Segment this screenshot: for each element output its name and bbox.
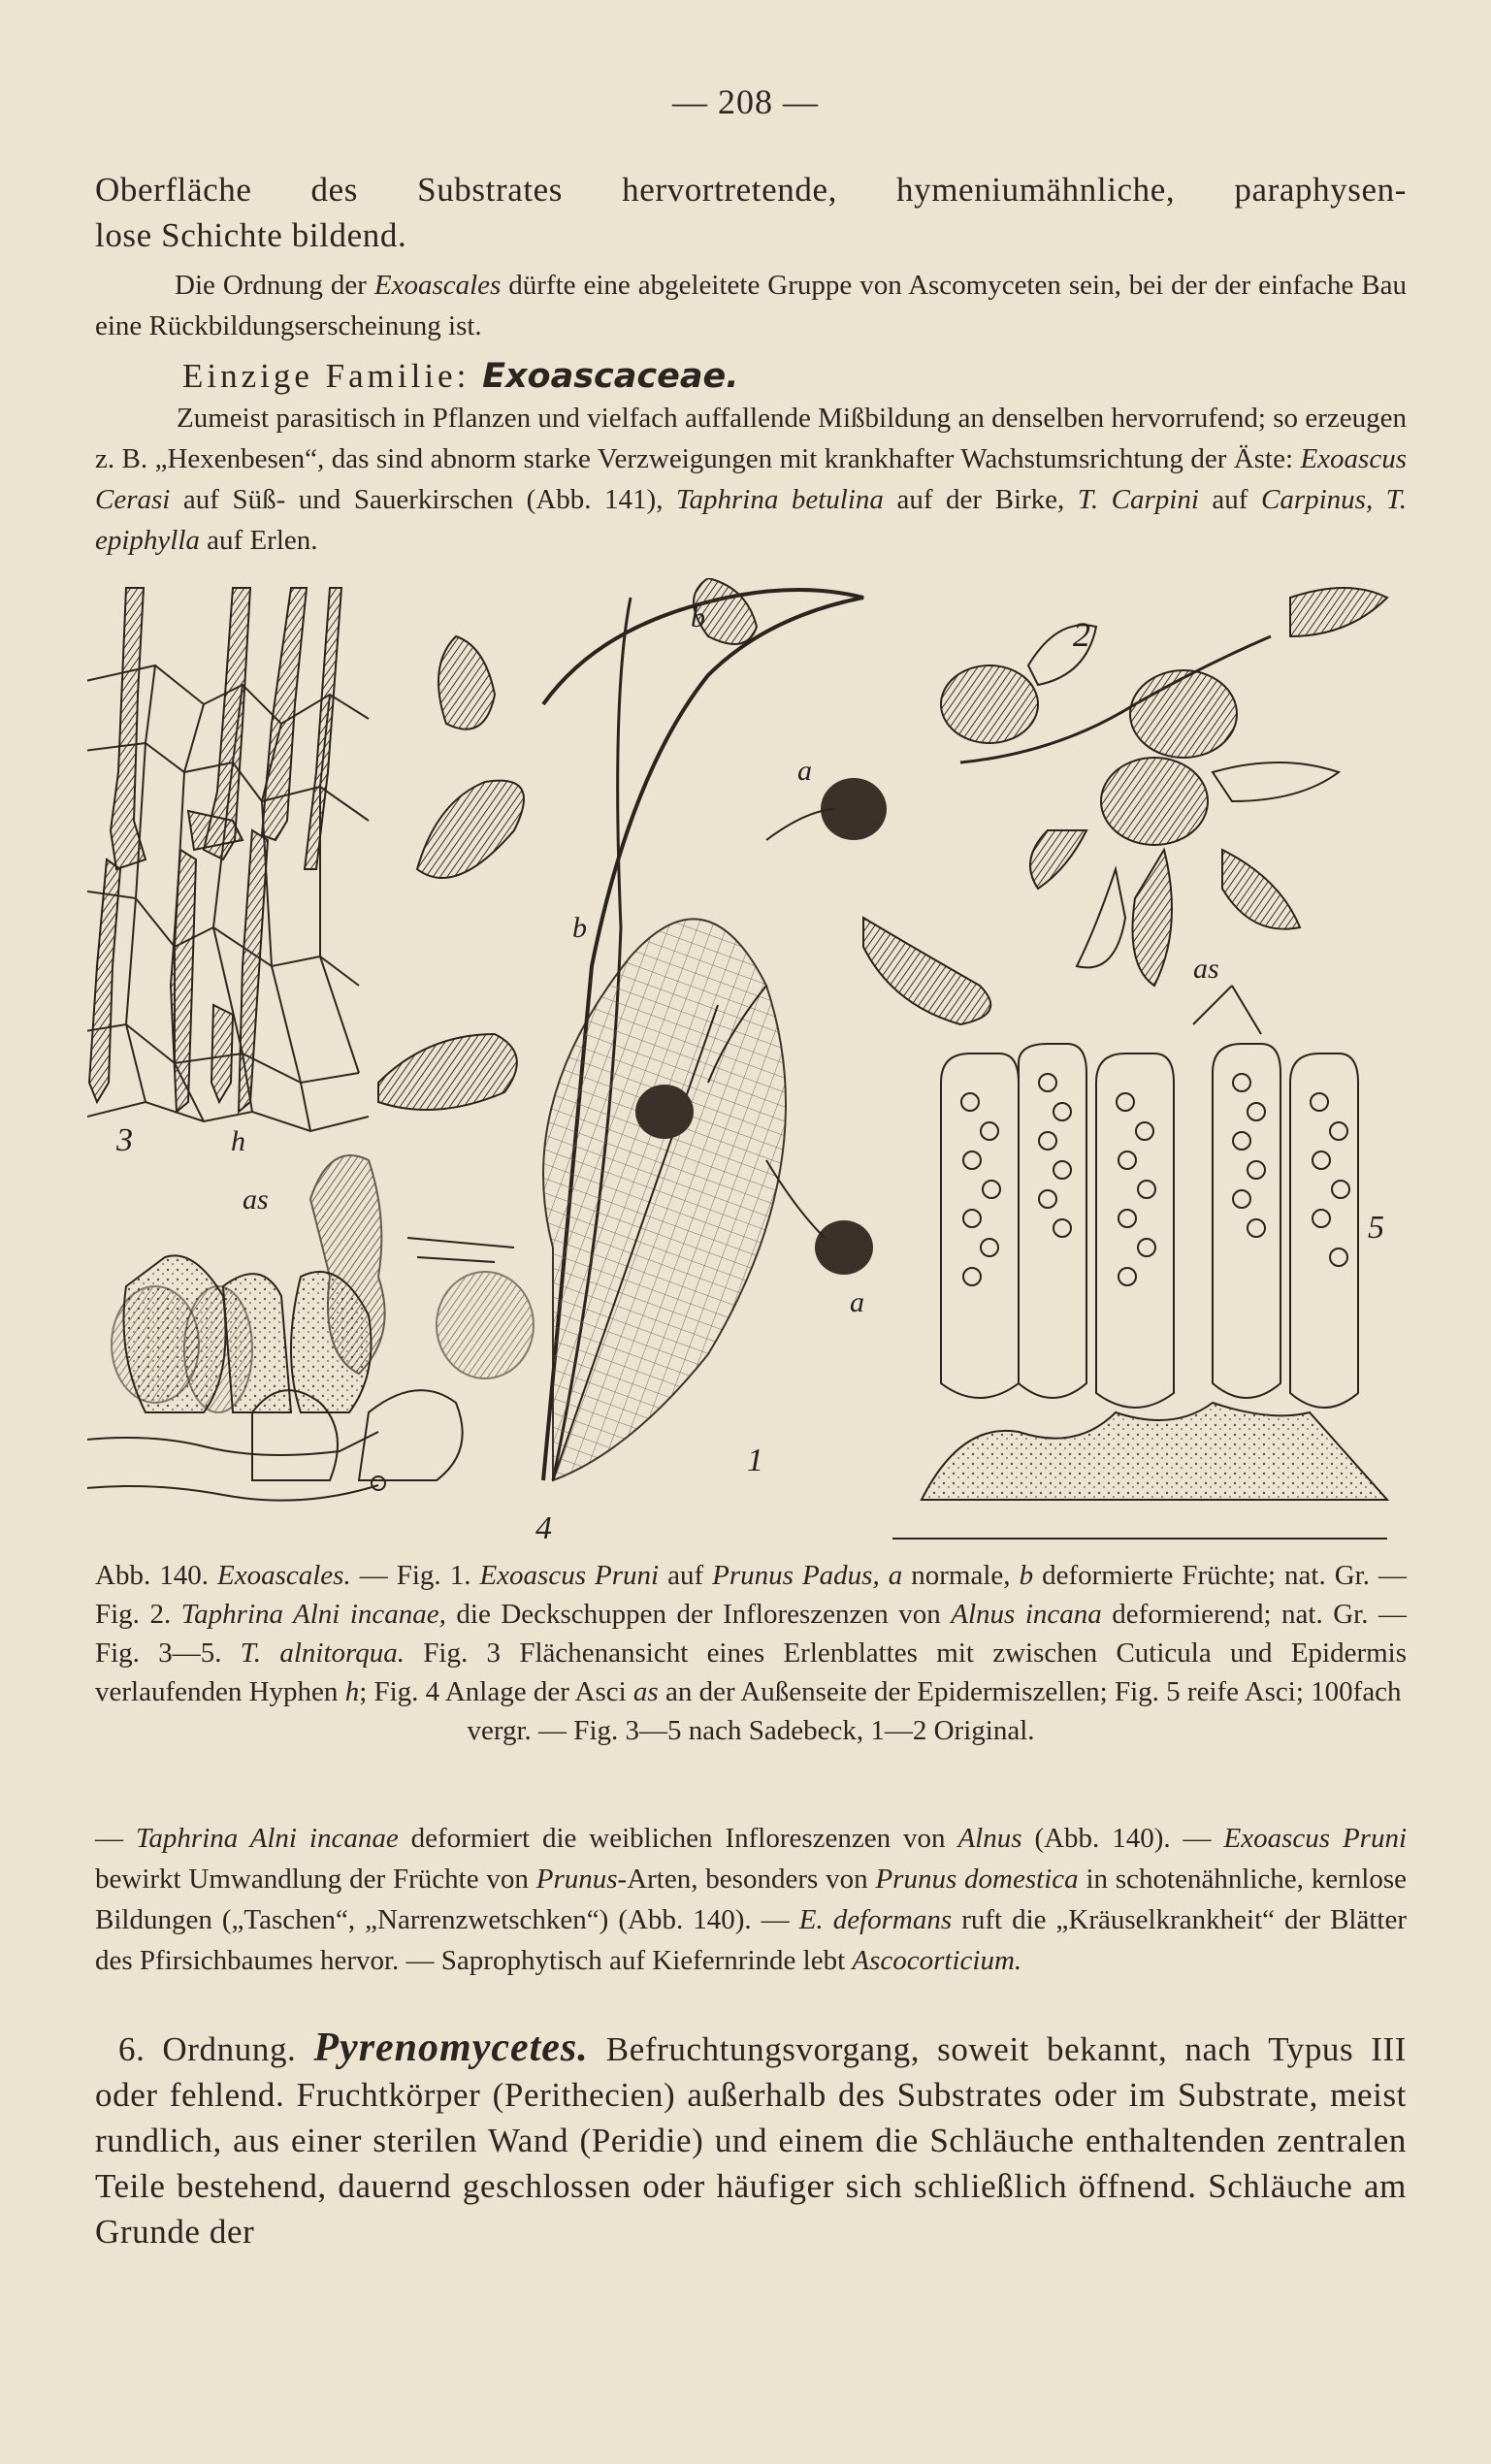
- paragraph-continuation: [95, 167, 1407, 258]
- paragraph-species-notes: — Taphrina Alni incanae deformiert die weiblichen Infloreszenzen von Alnus (Abb. 140). — Exoascus Pruni bewirkt Umwandlung der Früchte von Prunus-Arten, besonders von Prunus domestica in schotenähnliche, kernlose Bildungen („Taschen“, „Narrenzwetschken“) (Abb. 140). — E. deformans ruft die „Kräuselkrankheit“ der Blätter des Pfirsichbaumes hervor. — Saprophytisch auf Kiefernrinde lebt Ascocorticium.: [95, 1823, 1408, 1976]
- family-label: Einzige Familie:: [182, 357, 483, 395]
- p1-line1: Oberfläche des Substrates hervortretende, hymeniumähnliche, paraphysen-: [95, 171, 1407, 209]
- label-as-fig4: as: [243, 1183, 269, 1216]
- family-name: Exoascaceae.: [482, 357, 739, 396]
- figure-caption: Abb. 140. Exoascales. — Fig. 1. Exoascus Pruni auf Prunus Padus, a normale, b deformierte Früchte; nat. Gr. — Fig. 2. Taphrina Alni incanae, die Deckschuppen der Infloreszenzen von Alnus incana deformierend; nat. Gr. — Fig. 3—5. T. alnitorqua. Fig. 3 Flächenansicht eines Erlenblattes mit zwischen Cuticula und Epidermis verlaufenden Hyphen h; Fig. 4 Anlage der Asci as an der Außenseite der Epidermiszellen; Fig. 5 reife Asci; 100fach vergr. — Fig. 3—5 nach Sadebeck, 1—2 Original.: [95, 1556, 1407, 1750]
- label-fig2: 2: [1073, 615, 1090, 654]
- taxon-exoascales: Exoascales: [373, 270, 502, 301]
- family-heading: [95, 353, 1407, 400]
- label-fig5: 5: [1368, 1210, 1384, 1246]
- order-name: Pyrenomycetes.: [313, 2026, 589, 2070]
- label-a-top: a: [797, 755, 812, 787]
- page-number: — 208 —: [672, 82, 819, 121]
- botanical-figure: [87, 578, 1407, 1548]
- order-number: 6. Ordnung.: [118, 2030, 314, 2068]
- label-a-bottom: a: [850, 1286, 864, 1318]
- caption-last-line: vergr. — Fig. 3—5 nach Sadebeck, 1—2 Original.: [467, 1715, 1035, 1746]
- p1-line2: lose Schichte bildend.: [95, 216, 407, 254]
- label-h: h: [231, 1125, 245, 1157]
- label-b-left: b: [572, 912, 587, 944]
- label-fig3: 3: [116, 1122, 133, 1158]
- fig3-hyphae-strands: [89, 588, 341, 1112]
- paragraph-pyrenomycetes: 6. Ordnung. Pyrenomycetes. Befruchtungsvorgang, soweit bekannt, nach Typus III oder fehlend. Fruchtkörper (Perithecien) außerhalb des Substrates oder im Substrate, meist rundlich, aus einer sterilen Wand (Peridie) und einem die Schläuche enthaltenden zentralen Teile bestehend, dauernd geschlossen oder häufiger sich schließlich öffnend. Schläuche am Grunde der: [95, 2026, 1407, 2251]
- fig4-asci-anlage: [87, 1155, 534, 1501]
- paragraph-family-description: Zumeist parasitisch in Pflanzen und vielfach auffallende Mißbildung an denselben hervorrufend; so erzeugen z. B. „Hexenbesen“, das sind abnorm starke Verzweigungen mit krankhafter Wachstumsrichtung der Äste: Exoascus Cerasi auf Süß- und Sauerkirschen (Abb. 141), Taphrina betulina auf der Birke, T. Carpini auf Carpinus, T. epiphylla auf Erlen.: [95, 403, 1407, 556]
- label-fig1: 1: [747, 1443, 763, 1478]
- fig5-mature-asci: [892, 986, 1387, 1539]
- label-b-top: b: [691, 601, 705, 633]
- label-fig4: 4: [535, 1510, 552, 1546]
- paragraph-order-note: Die Ordnung der Exoascales dürfte eine abgeleitete Gruppe von Ascomyceten sein, bei der der einfache Bau eine Rückbildungserscheinung ist.: [95, 270, 1407, 341]
- fig2-alnus-inflorescence: [941, 588, 1387, 986]
- label-as-fig5: as: [1193, 953, 1219, 985]
